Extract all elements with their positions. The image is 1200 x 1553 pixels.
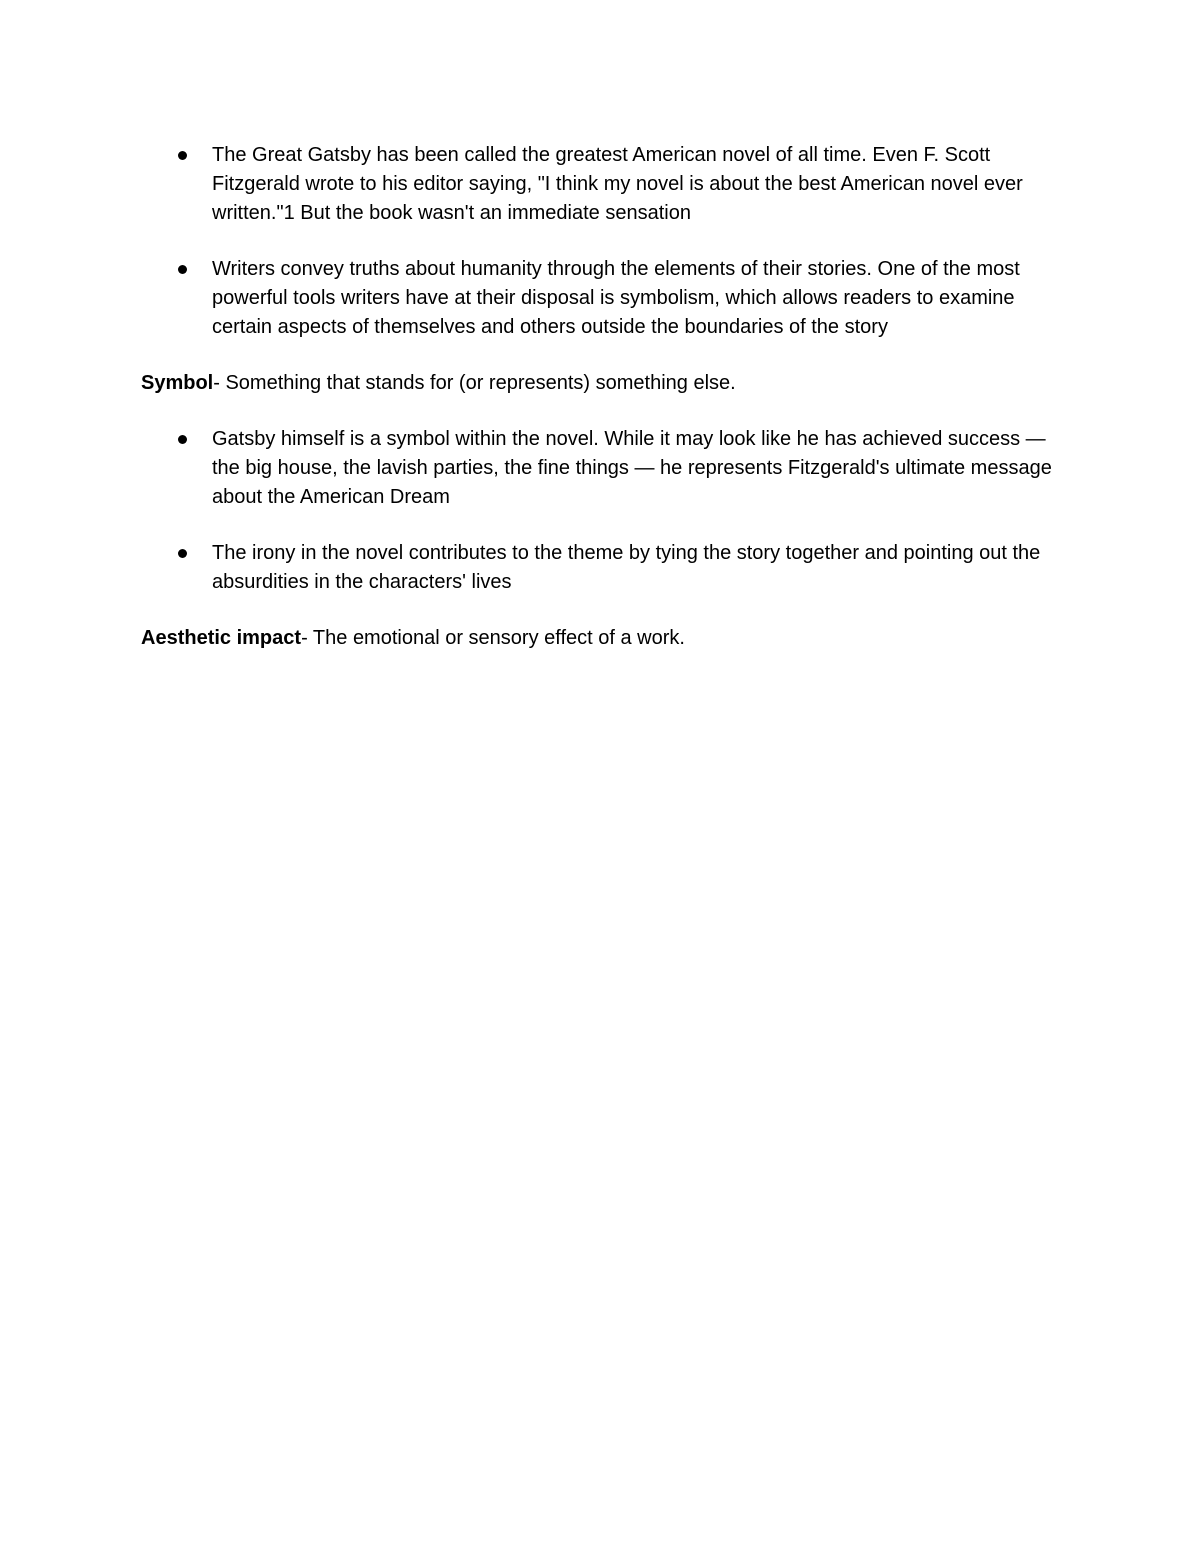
- aesthetic-impact-definition: [141, 624, 1061, 653]
- intro-bullet-list: [141, 141, 1061, 342]
- symbol-term: Symbol: [141, 372, 214, 394]
- aesthetic-impact-definition-text: - The emotional or sensory effect of a work.: [301, 627, 685, 649]
- bullet-icon: [178, 435, 187, 444]
- list-item: [141, 425, 1061, 512]
- aesthetic-impact-term: Aesthetic impact: [141, 627, 302, 649]
- list-item: [141, 255, 1061, 342]
- document-body: [141, 141, 1061, 680]
- list-item: [141, 141, 1061, 228]
- bullet-text: Writers convey truths about humanity through the elements of their stories. One of the most powerful tools writers have at their disposal is symbolism, which allows readers to examine certain aspects of themselves and others outside the boundaries of the story: [212, 258, 1020, 338]
- symbol-definition-text: - Something that stands for (or represents) something else.: [213, 372, 736, 394]
- bullet-text: The Great Gatsby has been called the greatest American novel of all time. Even F. Scott Fitzgerald wrote to his editor saying, "I think my novel is about the best American novel ever written."1 But the book wasn't an immediate sensation: [212, 144, 1023, 224]
- bullet-text: The irony in the novel contributes to the theme by tying the story together and pointing out the absurdities in the characters' lives: [212, 542, 1041, 593]
- bullet-icon: [178, 549, 187, 558]
- bullet-icon: [178, 265, 187, 274]
- list-item: [141, 539, 1061, 597]
- symbol-bullet-list: [141, 425, 1061, 597]
- bullet-text: Gatsby himself is a symbol within the novel. While it may look like he has achieved success — the big house, the lavish parties, the fine things — he represents Fitzgerald's ultimate message about the American Dream: [212, 428, 1052, 508]
- symbol-definition: [141, 369, 1061, 398]
- bullet-icon: [178, 151, 187, 160]
